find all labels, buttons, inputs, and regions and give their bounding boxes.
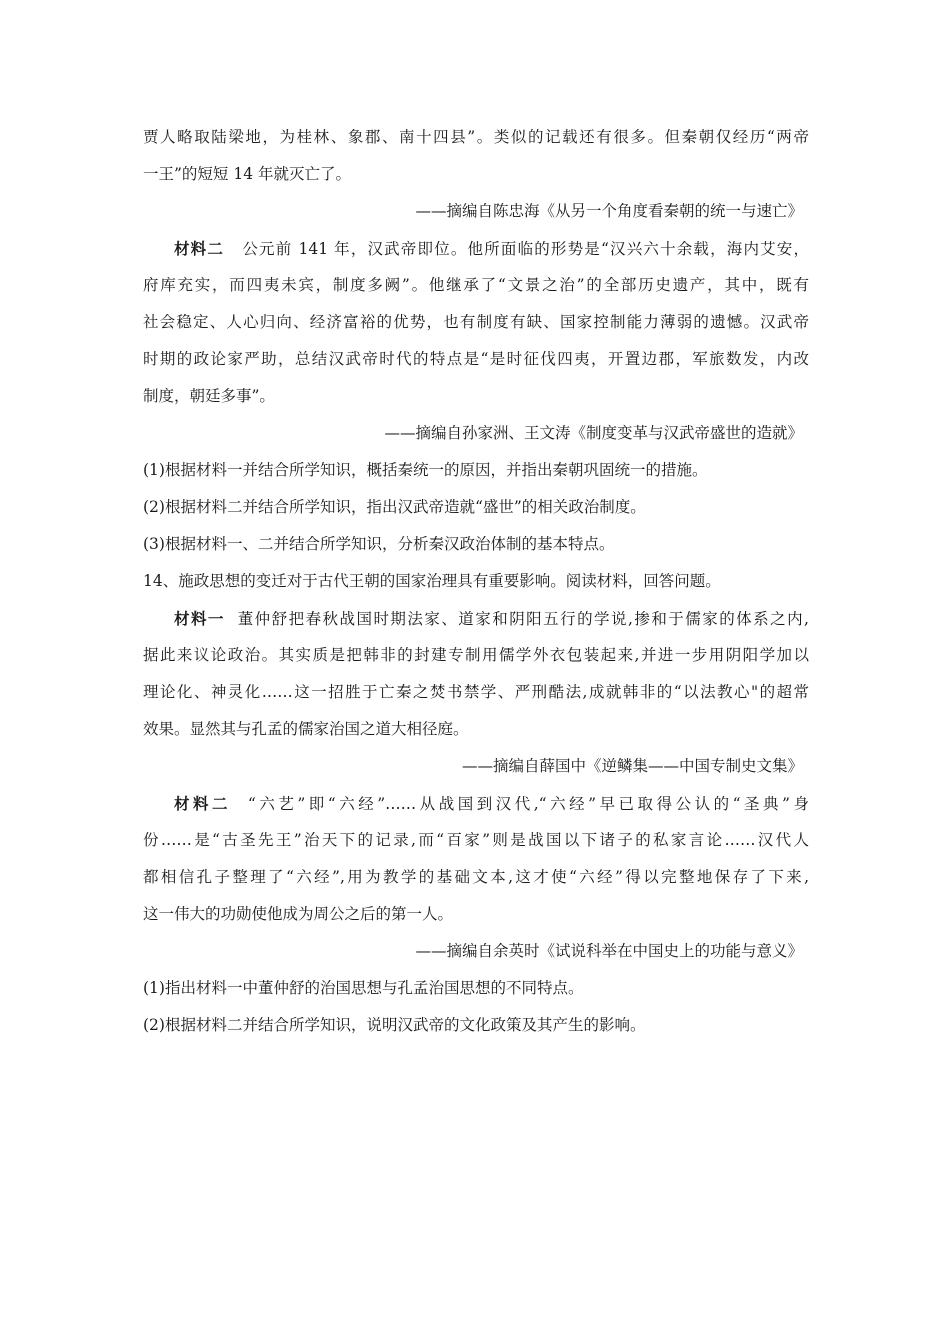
paragraph-line: 都相信孔子整理了“六经”,用为教学的基础文本,这才使“六经”得以完整地保存了下来, <box>143 868 809 886</box>
question-item: (2)根据材料二并结合所学知识，指出汉武帝造就“盛世”的相关政治制度。 <box>143 498 646 516</box>
paragraph-text: “六艺”即“六经”……从战国到汉代,“六经”早已取得公认的“圣典”身 <box>247 795 809 813</box>
document-body <box>143 119 809 1044</box>
paragraph-line: 效果。显然其与孔孟的儒家治国之道大相径庭。 <box>143 720 469 738</box>
paragraph-line: 贾人略取陆梁地，为桂林、象郡、南十四县”。类似的记载还有很多。但秦朝仅经历“两帝 <box>143 128 809 146</box>
question-item: (1)根据材料一并结合所学知识，概括秦统一的原因，并指出秦朝巩固统一的措施。 <box>143 461 708 479</box>
paragraph-line: 据此来议论政治。其实质是把韩非的封建专制用儒学外衣包装起来,并进一步用阴阳学加以 <box>143 646 809 664</box>
question-item: (1)指出材料一中董仲舒的治国思想与孔孟治国思想的不同特点。 <box>143 979 584 997</box>
paragraph-line <box>143 600 809 637</box>
source-citation: ——摘编自陈忠海《从另一个角度看秦朝的统一与速亡》 <box>415 202 803 220</box>
paragraph-line: 这一伟大的功勋使他成为周公之后的第一人。 <box>143 905 454 923</box>
paragraph-line <box>143 230 809 267</box>
paragraph-line: 份……是“古圣先王”治天下的记录,而“百家”则是战国以下诸子的私家言论……汉代人 <box>143 831 809 849</box>
question-item: (3)根据材料一、二并结合所学知识，分析秦汉政治体制的基本特点。 <box>143 535 615 553</box>
material-label: 材料二 <box>174 239 225 258</box>
source-citation: ——摘编自薛国中《逆鳞集——中国专制史文集》 <box>461 757 803 775</box>
paragraph-line: 一王”的短短 14 年就灭亡了。 <box>143 165 352 183</box>
source-citation: ——摘编自孙家洲、王文涛《制度变革与汉武帝盛世的造就》 <box>384 424 803 442</box>
paragraph-line <box>143 785 809 822</box>
question-item: (2)根据材料二并结合所学知识，说明汉武帝的文化政策及其产生的影响。 <box>143 1016 646 1034</box>
paragraph-line: 制度，朝廷多事”。 <box>143 387 275 405</box>
question-stem: 14、施政思想的变迁对于古代王朝的国家治理具有重要影响。阅读材料，回答问题。 <box>143 572 721 590</box>
paragraph-text: 公元前 141 年，汉武帝即位。他所面临的形势是“汉兴六十余载，海内艾安， <box>242 240 809 258</box>
material-label: 材料一 <box>174 609 225 628</box>
paragraph-line: 社会稳定、人心归向、经济富裕的优势，也有制度有缺、国家控制能力薄弱的遗憾。汉武帝 <box>143 313 809 331</box>
source-citation: ——摘编自余英时《试说科举在中国史上的功能与意义》 <box>415 942 803 960</box>
paragraph-text: 董仲舒把春秋战国时期法家、道家和阴阳五行的学说,掺和于儒家的体系之内, <box>237 610 809 628</box>
paragraph-line: 府库充实，而四夷未宾，制度多阙”。他继承了“文景之治”的全部历史遗产，其中，既有 <box>143 276 809 294</box>
paragraph-line: 理论化、神灵化……这一招胜于亡秦之焚书禁学、严刑酷法,成就韩非的“以法教心"的超常 <box>143 683 809 701</box>
paragraph-line: 时期的政论家严助，总结汉武帝时代的特点是“是时征伐四夷，开置边郡，军旅数发，内改 <box>143 350 809 368</box>
material-label: 材料二 <box>174 794 232 813</box>
